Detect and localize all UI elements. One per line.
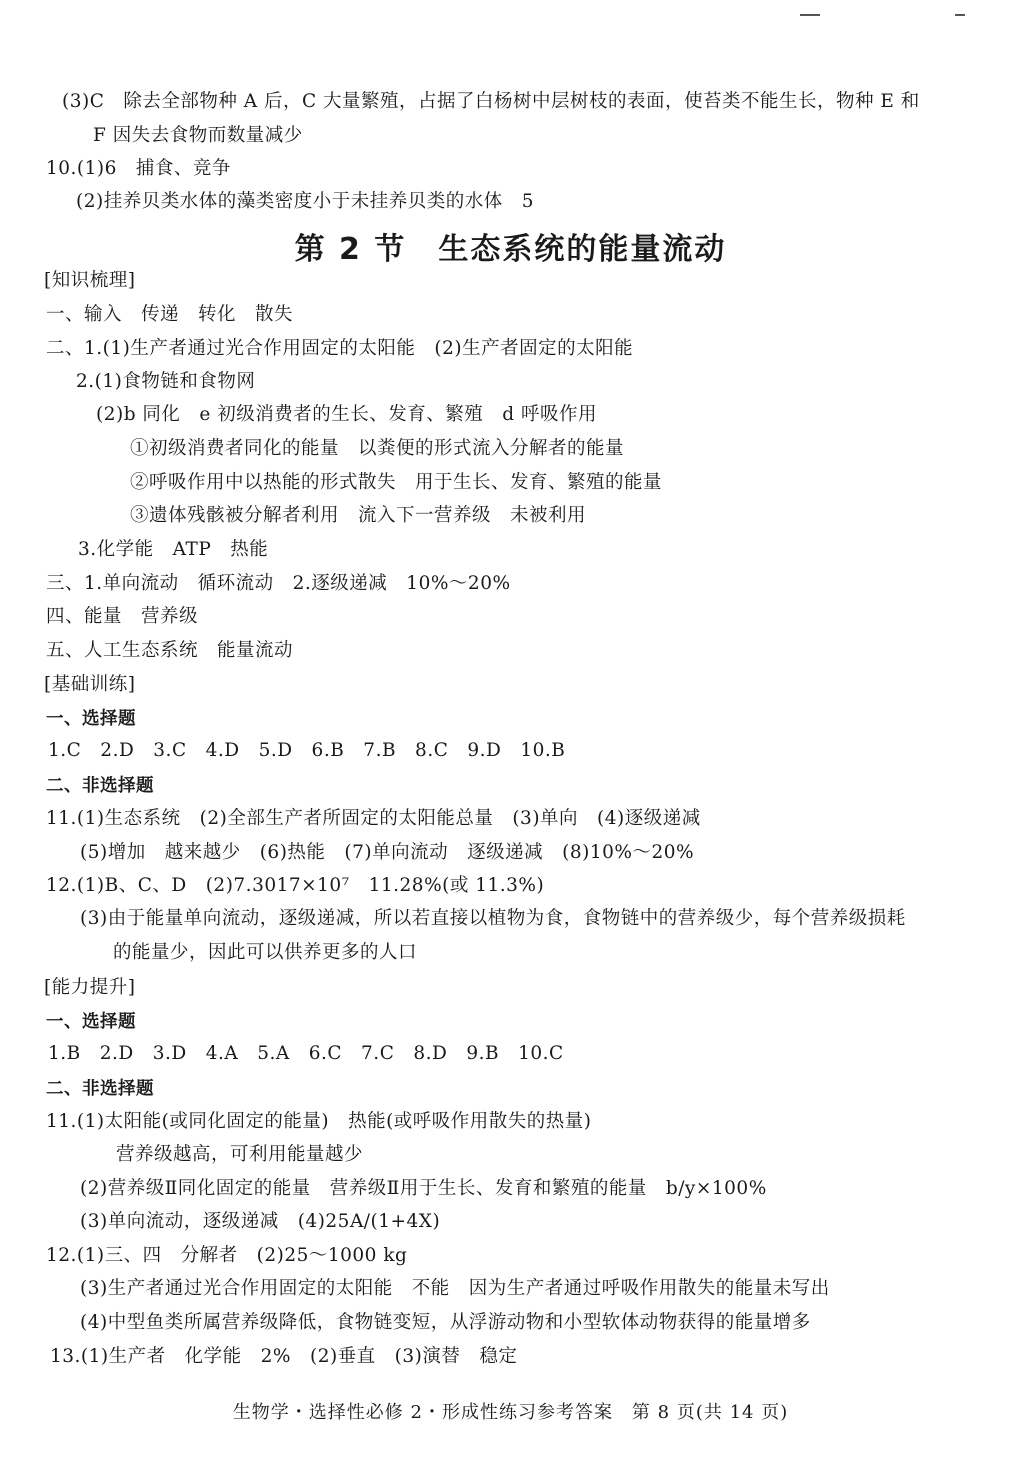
section-header: [基础训练] [44, 674, 136, 695]
answer-line: (2)营养级Ⅱ同化固定的能量 营养级Ⅱ用于生长、发育和繁殖的能量 b/y×100% [80, 1178, 767, 1199]
answer-line: 的能量少，因此可以供养更多的人口 [113, 942, 418, 963]
answer-line: (2)b 同化 e 初级消费者的生长、发育、繁殖 d 呼吸作用 [96, 404, 597, 425]
answer-line: 11.(1)太阳能(或同化固定的能量) 热能(或呼吸作用散失的热量) [46, 1111, 592, 1132]
answer-line: 11.(1)生态系统 (2)全部生产者所固定的太阳能总量 (3)单向 (4)逐级递减 [46, 808, 701, 829]
answer-line: F 因失去食物而数量减少 [93, 125, 303, 146]
answer-line: (3)由于能量单向流动，逐级递减，所以若直接以植物为食，食物链中的营养级少，每个营养级损耗 [80, 908, 906, 929]
answer-line: 12.(1)B、C、D (2)7.3017×10⁷ 11.28%(或 11.3%) [46, 875, 545, 896]
answer-line: (2)挂养贝类水体的藻类密度小于未挂养贝类的水体 5 [76, 191, 534, 212]
answer-line: ③遗体残骸被分解者利用 流入下一营养级 未被利用 [130, 505, 587, 526]
top-mark-right [955, 14, 965, 16]
subsection-title: 一、选择题 [46, 709, 136, 729]
answer-line: (3)C 除去全部物种 A 后，C 大量繁殖，占据了白杨树中层树枝的表面，使苔类不能生长，物种 E 和 [62, 91, 920, 112]
section-header: [能力提升] [44, 977, 136, 998]
subsection-title: 一、选择题 [46, 1012, 136, 1032]
answer-line: 二、1.(1)生产者通过光合作用固定的太阳能 (2)生产者固定的太阳能 [46, 338, 634, 359]
answer-line: 10.(1)6 捕食、竞争 [46, 158, 231, 179]
subsection-title: 二、非选择题 [46, 776, 154, 796]
answer-line: 营养级越高，可利用能量越少 [116, 1144, 364, 1165]
answer-line: 四、能量 营养级 [46, 606, 199, 627]
answer-line: (4)中型鱼类所属营养级降低，食物链变短，从浮游动物和小型软体动物获得的能量增多 [80, 1312, 811, 1333]
answer-line: (3)单向流动，逐级递减 (4)25A/(1+4X) [80, 1211, 441, 1232]
answer-line: 13.(1)生产者 化学能 2% (2)垂直 (3)演替 稳定 [50, 1346, 518, 1367]
choice-answers: 1.C 2.D 3.C 4.D 5.D 6.B 7.B 8.C 9.D 10.B [48, 740, 566, 761]
answer-line: 一、输入 传递 转化 散失 [46, 304, 294, 325]
answer-line: ②呼吸作用中以热能的形式散失 用于生长、发育、繁殖的能量 [130, 472, 663, 493]
answer-line: (5)增加 越来越少 (6)热能 (7)单向流动 逐级递减 (8)10%～20% [80, 842, 695, 863]
answer-line: 2.(1)食物链和食物网 [76, 371, 256, 392]
answer-line: 五、人工生态系统 能量流动 [46, 640, 294, 661]
subsection-title: 二、非选择题 [46, 1079, 154, 1099]
answer-line: ①初级消费者同化的能量 以粪便的形式流入分解者的能量 [130, 438, 625, 459]
choice-answers: 1.B 2.D 3.D 4.A 5.A 6.C 7.C 8.D 9.B 10.C [48, 1043, 564, 1064]
answer-line: 12.(1)三、四 分解者 (2)25～1000 kg [46, 1245, 408, 1266]
page-footer: 生物学・选择性必修 2・形成性练习参考答案 第 8 页(共 14 页) [232, 1402, 789, 1423]
section-title: 第 2 节 生态系统的能量流动 [294, 232, 727, 267]
top-mark-left [800, 14, 820, 16]
answer-line: 3.化学能 ATP 热能 [78, 539, 269, 560]
answer-line: (3)生产者通过光合作用固定的太阳能 不能 因为生产者通过呼吸作用散失的能量未写出 [80, 1278, 830, 1299]
answer-line: 三、1.单向流动 循环流动 2.逐级递减 10%～20% [46, 573, 511, 594]
section-header: [知识梳理] [44, 270, 136, 291]
